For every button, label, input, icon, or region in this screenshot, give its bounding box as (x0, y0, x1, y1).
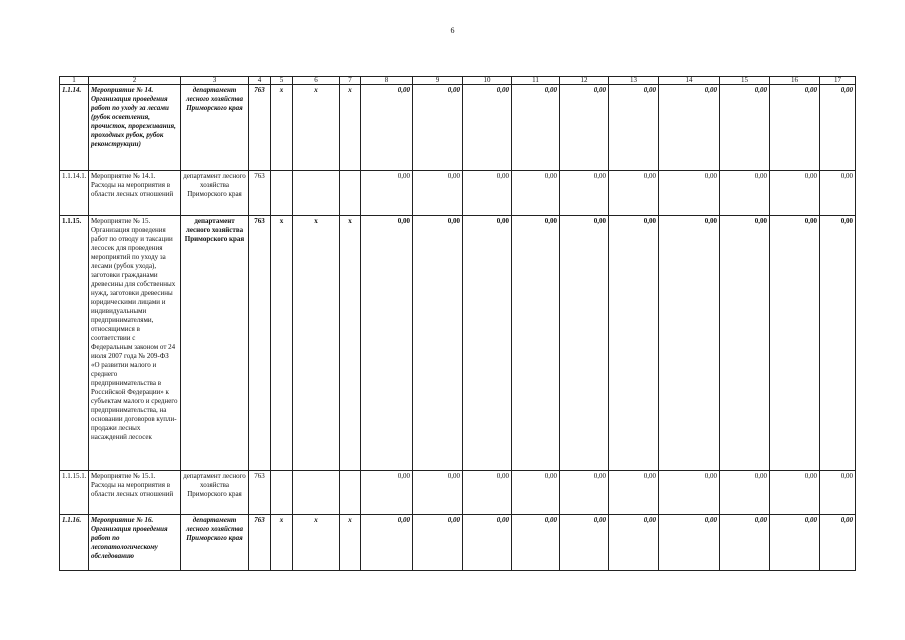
row-executor: департамент лесного хозяйства Приморского края (181, 216, 249, 471)
header-cell: 5 (271, 77, 293, 85)
row-value: 0,00 (560, 85, 609, 171)
row-cell: х (271, 216, 293, 471)
row-value: 0,00 (463, 471, 512, 515)
row-value: 0,00 (512, 471, 560, 515)
row-code: 1.1.14.1. (60, 171, 89, 216)
row-value: 0,00 (512, 171, 560, 216)
row-grbs: 763 (249, 515, 271, 571)
row-code: 1.1.15. (60, 216, 89, 471)
row-code: 1.1.16. (60, 515, 89, 571)
header-cell: 12 (560, 77, 609, 85)
row-cell (293, 171, 340, 216)
table-row (60, 85, 856, 171)
row-value: 0,00 (512, 216, 560, 471)
row-value: 0,00 (770, 515, 820, 571)
header-cell: 1 (60, 77, 89, 85)
row-value: 0,00 (361, 216, 413, 471)
program-activities-table (59, 76, 856, 571)
row-cell (271, 171, 293, 216)
row-value: 0,00 (512, 515, 560, 571)
row-value: 0,00 (720, 171, 770, 216)
row-cell (340, 171, 361, 216)
row-name: Мероприятие № 15. Организация проведения работ по отводу и таксации лесосек для проведения мероприятий по уходу за лесами (рубок ухода), заготовки гражданами древесины для собственных нужд, заготовки древесины юридическими лицами и индивидуальными предпринимателями, относящимися в соответствии с Федеральным законом от 24 июля 2007 года № 209-ФЗ «О развитии малого и среднего предпринимательства в Российской Федерации» к субъектам малого и среднего предпринимательства, на основании договоров купли-продажи лесных насаждений лесосек (89, 216, 181, 471)
row-value: 0,00 (720, 515, 770, 571)
row-executor: департамент лесного хозяйства Приморского края (181, 171, 249, 216)
row-grbs: 763 (249, 85, 271, 171)
row-value: 0,00 (770, 171, 820, 216)
header-cell: 2 (89, 77, 181, 85)
header-cell: 17 (820, 77, 856, 85)
row-value: 0,00 (413, 85, 463, 171)
row-value: 0,00 (609, 85, 659, 171)
row-cell: х (340, 85, 361, 171)
header-cell: 15 (720, 77, 770, 85)
row-value: 0,00 (361, 471, 413, 515)
row-code: 1.1.14. (60, 85, 89, 171)
table-row (60, 515, 856, 571)
row-value: 0,00 (820, 216, 856, 471)
row-value: 0,00 (463, 171, 512, 216)
header-cell: 4 (249, 77, 271, 85)
row-value: 0,00 (770, 471, 820, 515)
row-value: 0,00 (770, 216, 820, 471)
row-grbs: 763 (249, 216, 271, 471)
row-value: 0,00 (560, 515, 609, 571)
row-cell (340, 471, 361, 515)
row-value: 0,00 (770, 85, 820, 171)
row-executor: департамент лесного хозяйства Приморского края (181, 85, 249, 171)
row-value: 0,00 (820, 85, 856, 171)
row-value: 0,00 (560, 471, 609, 515)
table-row (60, 471, 856, 515)
row-value: 0,00 (463, 216, 512, 471)
column-number-row (60, 77, 856, 85)
row-grbs: 763 (249, 471, 271, 515)
row-value: 0,00 (720, 471, 770, 515)
row-value: 0,00 (820, 515, 856, 571)
row-value: 0,00 (512, 85, 560, 171)
row-name: Мероприятие № 15.1. Расходы на мероприятия в области лесных отношений (89, 471, 181, 515)
row-value: 0,00 (659, 216, 720, 471)
page-number: 6 (450, 26, 455, 35)
row-value: 0,00 (413, 471, 463, 515)
row-cell: х (293, 85, 340, 171)
row-value: 0,00 (820, 171, 856, 216)
row-value: 0,00 (361, 171, 413, 216)
row-executor: департамент лесного хозяйства Приморского края (181, 515, 249, 571)
row-value: 0,00 (609, 471, 659, 515)
row-value: 0,00 (463, 515, 512, 571)
row-name: Мероприятие № 14. Организация проведения работ по уходу за лесами (рубок осветления, прочисток, прореживания, проходных рубок, рубок реконструкции) (89, 85, 181, 171)
row-value: 0,00 (413, 216, 463, 471)
row-cell (271, 471, 293, 515)
row-name: Мероприятие № 16. Организация проведения работ по лесопатологическому обследованию (89, 515, 181, 571)
row-cell: х (293, 216, 340, 471)
row-cell: х (271, 515, 293, 571)
header-cell: 8 (361, 77, 413, 85)
header-cell: 14 (659, 77, 720, 85)
row-value: 0,00 (413, 171, 463, 216)
row-cell: х (340, 216, 361, 471)
row-value: 0,00 (820, 471, 856, 515)
row-value: 0,00 (560, 216, 609, 471)
header-cell: 13 (609, 77, 659, 85)
header-cell: 7 (340, 77, 361, 85)
row-value: 0,00 (659, 85, 720, 171)
table-row (60, 171, 856, 216)
row-value: 0,00 (659, 471, 720, 515)
row-code: 1.1.15.1. (60, 471, 89, 515)
row-value: 0,00 (720, 85, 770, 171)
row-cell: х (271, 85, 293, 171)
header-cell: 9 (413, 77, 463, 85)
row-value: 0,00 (720, 216, 770, 471)
header-cell: 3 (181, 77, 249, 85)
row-cell (293, 471, 340, 515)
row-value: 0,00 (361, 515, 413, 571)
row-executor: департамент лесного хозяйства Приморского края (181, 471, 249, 515)
row-value: 0,00 (609, 171, 659, 216)
row-cell: х (340, 515, 361, 571)
row-cell: х (293, 515, 340, 571)
row-value: 0,00 (609, 515, 659, 571)
row-value: 0,00 (560, 171, 609, 216)
header-cell: 10 (463, 77, 512, 85)
header-cell: 6 (293, 77, 340, 85)
row-value: 0,00 (659, 515, 720, 571)
row-name: Мероприятие № 14.1. Расходы на мероприятия в области лесных отношений (89, 171, 181, 216)
row-value: 0,00 (361, 85, 413, 171)
row-value: 0,00 (609, 216, 659, 471)
header-cell: 16 (770, 77, 820, 85)
row-value: 0,00 (463, 85, 512, 171)
row-value: 0,00 (659, 171, 720, 216)
header-cell: 11 (512, 77, 560, 85)
table-row (60, 216, 856, 471)
row-value: 0,00 (413, 515, 463, 571)
row-grbs: 763 (249, 171, 271, 216)
